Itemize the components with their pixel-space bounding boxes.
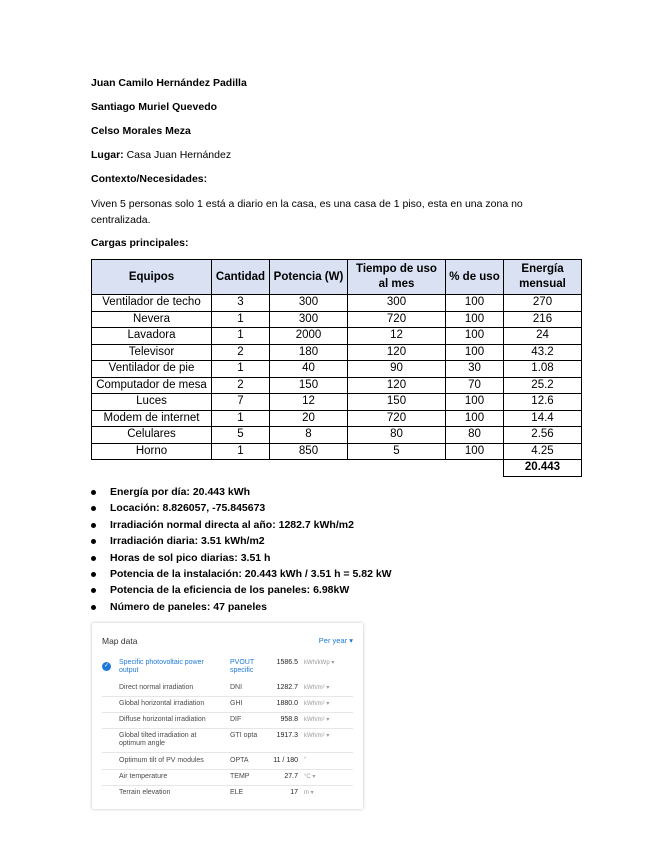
- context-heading: Contexto/Necesidades:: [91, 173, 208, 185]
- unit-selector[interactable]: kWh/m² ▾: [304, 717, 330, 723]
- table-row: [92, 394, 582, 411]
- cell: 100: [446, 443, 504, 460]
- bullet-icon: [91, 539, 96, 544]
- cell: 12: [348, 328, 446, 345]
- cell: 12: [270, 394, 348, 411]
- bullet-icon: [91, 523, 96, 528]
- unit-selector[interactable]: kWh/m² ▾: [304, 701, 330, 707]
- cell: 1: [212, 443, 270, 460]
- author-2: Santiago Muriel Quevedo: [91, 101, 218, 113]
- header-cantidad: Cantidad: [212, 260, 270, 295]
- author-1: Juan Camilo Hernández Padilla: [91, 77, 247, 89]
- unit-selector[interactable]: kWh/kWp ▾: [304, 660, 335, 666]
- cell: Lavadora: [92, 328, 212, 345]
- unit-selector[interactable]: °C ▾: [304, 774, 316, 780]
- cell: 5: [212, 427, 270, 444]
- loads-table: [91, 259, 582, 477]
- author-3: Celso Morales Meza: [91, 125, 191, 137]
- list-item: Potencia de la eficiencia de los paneles: 6.98kW: [91, 582, 392, 598]
- map-row-opta[interactable]: Optimum tilt of PV modules OPTA 11 / 180 °: [119, 757, 307, 764]
- cell: 2.56: [504, 427, 582, 444]
- map-data-panel: [92, 623, 363, 809]
- bullet-icon: [91, 556, 96, 561]
- cell: 150: [348, 394, 446, 411]
- map-row-gti[interactable]: Global tilted irradiation at optimum angle GTI opta 1917.3 kWh/m² ▾: [92, 732, 363, 748]
- cell: 100: [446, 295, 504, 312]
- context-text: Viven 5 personas solo 1 está a diario en la casa, es una casa de 1 piso, esta en una zona no centralizada.: [91, 198, 523, 226]
- cell: 2: [212, 344, 270, 361]
- divider: [102, 712, 353, 713]
- cell: 25.2: [504, 377, 582, 394]
- map-row-dif[interactable]: Diffuse horizontal irradiation DIF 958.8 kWh/m² ▾: [92, 716, 363, 732]
- cell: 5: [348, 443, 446, 460]
- cell: 850: [270, 443, 348, 460]
- cell: 14.4: [504, 410, 582, 427]
- list-item: Irradiación diaria: 3.51 kWh/m2: [91, 533, 392, 549]
- cell: 24: [504, 328, 582, 345]
- cell: 1: [212, 311, 270, 328]
- bullet-icon: [91, 605, 96, 610]
- table-row: [92, 427, 582, 444]
- bullet-icon: [91, 572, 96, 577]
- map-row-ele[interactable]: Terrain elevation ELE 17 m ▾: [92, 789, 363, 805]
- bullet-icon: [91, 490, 96, 495]
- cell: 4.25: [504, 443, 582, 460]
- place-line: [91, 149, 231, 161]
- divider: [102, 752, 353, 753]
- bullet-icon: [91, 506, 96, 511]
- unit-selector[interactable]: kWh/m² ▾: [304, 685, 330, 691]
- list-item: Energía por día: 20.443 kWh: [91, 484, 392, 500]
- cell: 216: [504, 311, 582, 328]
- cell: 20: [270, 410, 348, 427]
- place-value: Casa Juan Hernández: [123, 149, 232, 161]
- map-row-temp[interactable]: Air temperature TEMP 27.7 °C ▾: [92, 773, 363, 789]
- cell: 80: [446, 427, 504, 444]
- divider: [102, 769, 353, 770]
- cell: Televisor: [92, 344, 212, 361]
- cell: 100: [446, 344, 504, 361]
- cell: 90: [348, 361, 446, 378]
- cell: 180: [270, 344, 348, 361]
- cell: 40: [270, 361, 348, 378]
- cell: Ventilador de pie: [92, 361, 212, 378]
- header-equipos: Equipos: [92, 260, 212, 295]
- map-row-ghi[interactable]: Global horizontal irradiation GHI 1880.0 kWh/m² ▾: [92, 700, 363, 716]
- cell: 2: [212, 377, 270, 394]
- divider: [102, 728, 353, 729]
- cell: 3: [212, 295, 270, 312]
- period-selector[interactable]: Per year ▾: [318, 636, 353, 645]
- table-total-row: [92, 460, 582, 477]
- cell: 30: [446, 361, 504, 378]
- table-row: [92, 361, 582, 378]
- loads-heading: Cargas principales:: [91, 237, 189, 249]
- table-row: [92, 328, 582, 345]
- cell: Ventilador de techo: [92, 295, 212, 312]
- table-row: [92, 377, 582, 394]
- cell: 120: [348, 344, 446, 361]
- cell: Luces: [92, 394, 212, 411]
- list-item: Potencia de la instalación: 20.443 kWh / 3.51 h = 5.82 kW: [91, 566, 392, 582]
- map-data-title: Map data: [102, 636, 138, 646]
- divider: [102, 696, 353, 697]
- cell: 720: [348, 311, 446, 328]
- bullet-icon: [91, 588, 96, 593]
- table-row: [92, 311, 582, 328]
- table-row: [92, 295, 582, 312]
- table-header-row: [92, 260, 582, 295]
- results-list: [91, 484, 392, 615]
- total-energy: 20.443: [504, 460, 582, 477]
- cell: 100: [446, 394, 504, 411]
- table-row: [92, 443, 582, 460]
- cell: 720: [348, 410, 446, 427]
- table-row: [92, 344, 582, 361]
- cell: 150: [270, 377, 348, 394]
- unit-selector[interactable]: m ▾: [304, 790, 314, 796]
- map-row-pvout[interactable]: ✓ Specific photovoltaic power output PVOUT specific 1586.5 kWh/kWp ▾: [92, 659, 363, 675]
- header-potencia: Potencia (W): [270, 260, 348, 295]
- cell: 7: [212, 394, 270, 411]
- divider: [102, 785, 353, 786]
- cell: 300: [348, 295, 446, 312]
- cell: 100: [446, 328, 504, 345]
- cell: 8: [270, 427, 348, 444]
- header-tiempo: Tiempo de uso al mes: [348, 260, 446, 295]
- list-item: Número de paneles: 47 paneles: [91, 599, 392, 615]
- table-row: [92, 410, 582, 427]
- cell: 1: [212, 410, 270, 427]
- cell: 100: [446, 311, 504, 328]
- cell: Computador de mesa: [92, 377, 212, 394]
- cell: 100: [446, 410, 504, 427]
- header-uso: % de uso: [446, 260, 504, 295]
- cell: 1.08: [504, 361, 582, 378]
- cell: Nevera: [92, 311, 212, 328]
- cell: 300: [270, 295, 348, 312]
- cell: 300: [270, 311, 348, 328]
- list-item: Locación: 8.826057, -75.845673: [91, 500, 392, 516]
- unit-selector[interactable]: kWh/m² ▾: [304, 733, 330, 739]
- cell: 2000: [270, 328, 348, 345]
- cell: 270: [504, 295, 582, 312]
- place-label: Lugar:: [91, 149, 124, 161]
- check-circle-icon: ✓: [103, 663, 110, 669]
- cell: Horno: [92, 443, 212, 460]
- cell: 80: [348, 427, 446, 444]
- cell: 120: [348, 377, 446, 394]
- cell: 12.6: [504, 394, 582, 411]
- list-item: Horas de sol pico diarias: 3.51 h: [91, 550, 392, 566]
- map-row-dni[interactable]: Direct normal irradiation DNI 1282.7 kWh/m² ▾: [92, 684, 363, 700]
- cell: Celulares: [92, 427, 212, 444]
- cell: 43.2: [504, 344, 582, 361]
- cell: Modem de internet: [92, 410, 212, 427]
- header-energia: Energía mensual: [504, 260, 582, 295]
- cell: 1: [212, 361, 270, 378]
- cell: 70: [446, 377, 504, 394]
- cell: 1: [212, 328, 270, 345]
- list-item: Irradiación normal directa al año: 1282.7 kWh/m2: [91, 517, 392, 533]
